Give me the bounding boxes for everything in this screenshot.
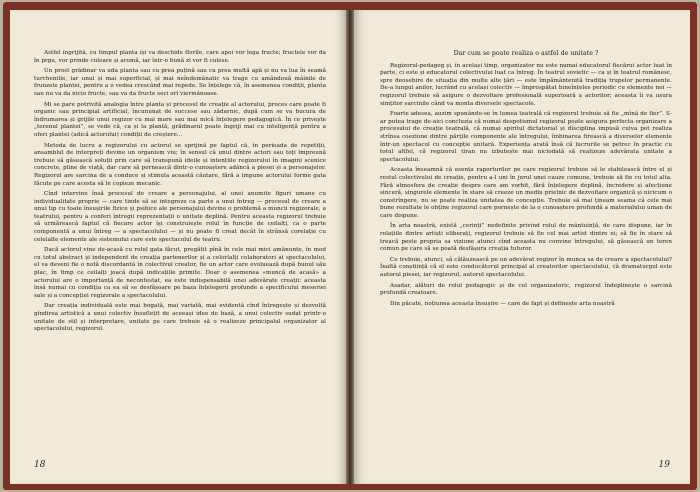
paragraph: Cînd intervine însă procesul de creare a personajului, al unei anumite figuri umane cu individualitate proprie — care tinde să se integreze ca parte a unui întreg — procesul de creare a unui tip cu toate însușirile fizice și psihice ale personajului devine o problemă a muncii regizorale, a teatrului, pentru a conferi întregii reprezentații o unitate deplină. Pentru aceasta regizorul trebuie să urmărească faptul că fiecare actor își construiește rolul în funcție de ceilalți, ca o parte componentă a unui întreg — a spectacolului — și nu poate fi creat decât în strânsă corelație cu celelalte elemente ale sistemului care este spectacolul de teatru. [34, 191, 326, 243]
paragraph: Regizorul-pedagog și, în același timp, organizator nu este numai educatorul fiecărui actor luat în parte, ci este și educatorul colectivului luat ca întreg. În teatrul sovietic — ca și în teatrul românesc, spre deosebire de situația din multe alte țări — este împământenită tradiția trupelor permanente. De-a lungul anilor, lucrând cu același colectiv — împrospătat bineînțeles periodic cu elemente noi — regizorul trebuie să asigure o dezvoltare profesională superioară a actorilor; aceasta îi va ușura simțitor sarcinile când va monta diversele spectacole. [380, 62, 672, 107]
paragraph: Aceasta înseamnă că esența raporturilor pe care regizorul trebuie să le stabilească între el și restul colectivului de creație, pentru a-l uni în jurul unei cauze comune, trebuie să fie cu totul alta. Fără atmosfera de creație despre care am vorbit, fără înțelegere deplină, încredere și afecțiune sinceră, singurele elemente în stare să creeze un mediu prielnic de dezvoltare organică și nicicum o constrîngere, nu se poate realiza unitatea de concepție. Trebuie să mai țineam seama că cele mai bune rezultate le obține regizorul care pornește de la o cunoaștere profundă a materialului uman de care dispune. [380, 167, 672, 219]
book-spread [3, 2, 697, 490]
paragraph: Ce trebuie, atunci, să călăuzească pe un adevărat regizor în munca sa de creare a spectacolului? Înaltă conștiință că el este conducătorul principal al creatorilor spectacolului, că dramaturgul este autorul piesei, iar regizorul, autorul spectacolului. [380, 256, 672, 279]
paragraph: Foarte adesea, auzim spunându-se în lumea teatrală că regizorul trebuie să fie „mînă de fier”. S-ar putea trage de-aici concluzia că numai despotismul regizoral poate asigura perfecta organizare a procesului de creație teatrală, că numai spiritul dictatorial și disciplina impusă cuiva pot realiza strînsa coeziune dintre părțile componente ale întregului, îmbinarea firească a diverselor elemente într-un spectacol cu concepție unitară. Experiența arată însă că lucrurile se petrec în practic cu totul altfel, că regizorul tiran nu izbutește mai niciodată să realizeze adevărata unitate a spectacolului. [380, 111, 672, 163]
right-page [354, 10, 690, 484]
page-number: 18 [34, 460, 46, 470]
paragraph: Metoda de lucru a regizorului cu actorul se sprijină pe faptul că, în perioada de repetiții, ansamblul de interpreți devine un organism viu; în sensul că unul dintre actori sau toți împreună trebuie să găsească soluții prin care să transpună ideile și intențiile regizorului în imagini scenice concrete, pline de viață, dar care să pornească dintr-o cunoaștere adâncă a piesei și a personajelor. Regizorul are sarcina de a conduce și stimula această căutare, fără a impune actorului forme gata făcute pe care acesta să le copieze mecanic. [34, 142, 326, 187]
paragraph: Un prost grădinar va uda planta sau cu prea puțină sau cu prea multă apă și nu va lua în seamă turcheniile, iar unul și mai superficial, și mai neîndemânatic va trage cu amândouă mâinile de frunzele plantei, pentru a o vedea crescând mai repede. Se înțelege că, în asemenea condiții, planta sau nu va da nicio fructe, sau va da fructe seci ori viermănoase. [34, 68, 326, 97]
book-gutter [346, 10, 354, 484]
paragraph: Asadar, alături de rolul pedagogic și de cel organizatoric, regizorul îndeplinește o sarcină profundă creatoare. [380, 282, 672, 297]
paragraph: În arta noastră, există „cerinți” nedefinite privind rolul de mântuință, de care dispune, iar în relațiile dintre artiști eliberați, regizorul trebuie să fie cel mai artist dintre ei; să fie în stare să treacă peste propria sa viziune atunci cînd aceasta nu convine întregului, să găsească un teren comun pe care să se poată desfășura creația tuturor. [380, 223, 672, 253]
paragraph: Dar creația individuală este mai bogată, mai variată, mai evidentă cînd întregește și dezvoltă gîndirea artistică a unui colectiv însuflețit de aceeași idee de bază, a unui colectiv sudat printr-o unitate de stil și interpretare, unitate pe care trebuie să o realizeze principalul organizator al spectacolului, regizorul. [34, 303, 326, 333]
left-page-text [34, 50, 326, 450]
paragraph: Mi se pare potrivită analogia între planta și procesul de creație al actorului, proces care poate fi organic sau principial artificial, încununat de succese sau zădarnic, după cum se va bucura de îndrumarea și grijile unui regizor cu mai mare sau mai mică înțelegere pedagogică. În ce privește „terenul plantei”, se vede că, ca și la plantă, grădinarul poate îngriji mai cu inteligență pentru a oferi plantei (adică actorului) condiții de creștere... [34, 101, 326, 138]
section-heading: Dar cum se poate realiza o astfel de unitate ? [453, 50, 599, 57]
right-page-text [380, 50, 672, 450]
paragraph: Astfel îngrijită, cu timpul planta își va deschide florile, care apoi vor lega fructe; fructele vor da în prgu, vor prinde culoare și aromă, iar într-o bună zi vor fi culese. [34, 50, 326, 64]
paragraph: Din păcate, noțiunea aceasta însușire — care de fapt și definește arta noastră [390, 300, 615, 307]
paragraph: Dacă actorul vine de-acasă cu rolul gata făcut, pregătit pînă în cele mai mici amănunte, în mod cu totul abstract și independent de creația partenerilor și a celorlalți colaboratori ai spectacolului, el va deveni fie o notă discordantă în colectivul creator, fie un actor care evoluează după bunul său plac, în timp ce ceilalți joacă după indicațiile primite. Doar o asemenea «muncă de acasă» a actorului are o importanță de necontestat, ea este indispensabilă unei adevărate creații: aceasta însă numai cu condiția ca ea să se desfășoare pe baza înțelegerii profunde a specificului meseriei sale și a concepției regizorale a spectacolului. [34, 247, 326, 299]
left-page [10, 10, 346, 484]
page-number: 19 [658, 460, 670, 470]
